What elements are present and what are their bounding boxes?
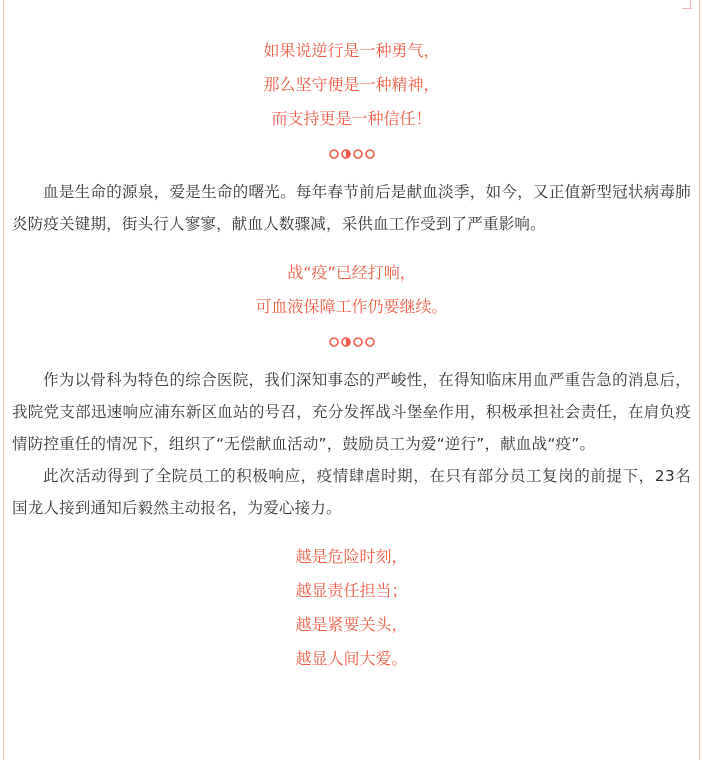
poem-line: 战“疫”已经打响， — [287, 263, 416, 282]
decorative-dots-divider — [12, 334, 691, 364]
article-content — [12, 34, 691, 676]
paragraph-blood-donation-season: 血是生命的源泉，爱是生命的曙光。每年春节前后是献血淡季，如今，又正值新型冠状病毒肺炎防疫关键期，街头行人寥寥，献血人数骤减，采供血工作受到了严重影响。 — [12, 183, 691, 233]
poem-courage — [12, 34, 691, 136]
poem-line: 可血液保障工作仍要继续。 — [255, 297, 448, 316]
poem-line: 如果说逆行是一种勇气， — [263, 41, 440, 60]
poem-line: 越显人间大爱。 — [295, 649, 408, 668]
poem-line: 那么坚守便是一种精神， — [263, 75, 440, 94]
poem-responsibility — [12, 540, 691, 676]
poem-line: 越是危险时刻， — [295, 547, 408, 566]
right-border-line — [699, 0, 700, 760]
decorative-dots-divider — [12, 146, 691, 176]
poem-battle — [12, 256, 691, 324]
left-border-line — [3, 0, 4, 760]
paragraph-hospital-response: 作为以骨科为特色的综合医院，我们深知事态的严峻性，在得知临床用血严重告急的消息后，我院党支部迅速响应浦东新区血站的号召，充分发挥战斗堡垒作用，积极承担社会责任，在肩负疫情防控重任的情况下，组织了“无偿献血活动”，鼓励员工为爱“逆行”，献血战“疫”。 — [12, 371, 691, 453]
poem-line: 而支持更是一种信任！ — [271, 109, 432, 128]
poem-line: 越是紧要关头， — [295, 615, 408, 634]
corner-mark-vertical — [690, 0, 691, 9]
dots-divider-icon — [328, 335, 376, 349]
paragraph-staff-signup: 此次活动得到了全院员工的积极响应，疫情肆虐时期，在只有部分员工复岗的前提下，23名国龙人接到通知后毅然主动报名，为爱心接力。 — [12, 467, 691, 517]
dots-divider-icon — [328, 147, 376, 161]
poem-line: 越显责任担当； — [295, 581, 408, 600]
